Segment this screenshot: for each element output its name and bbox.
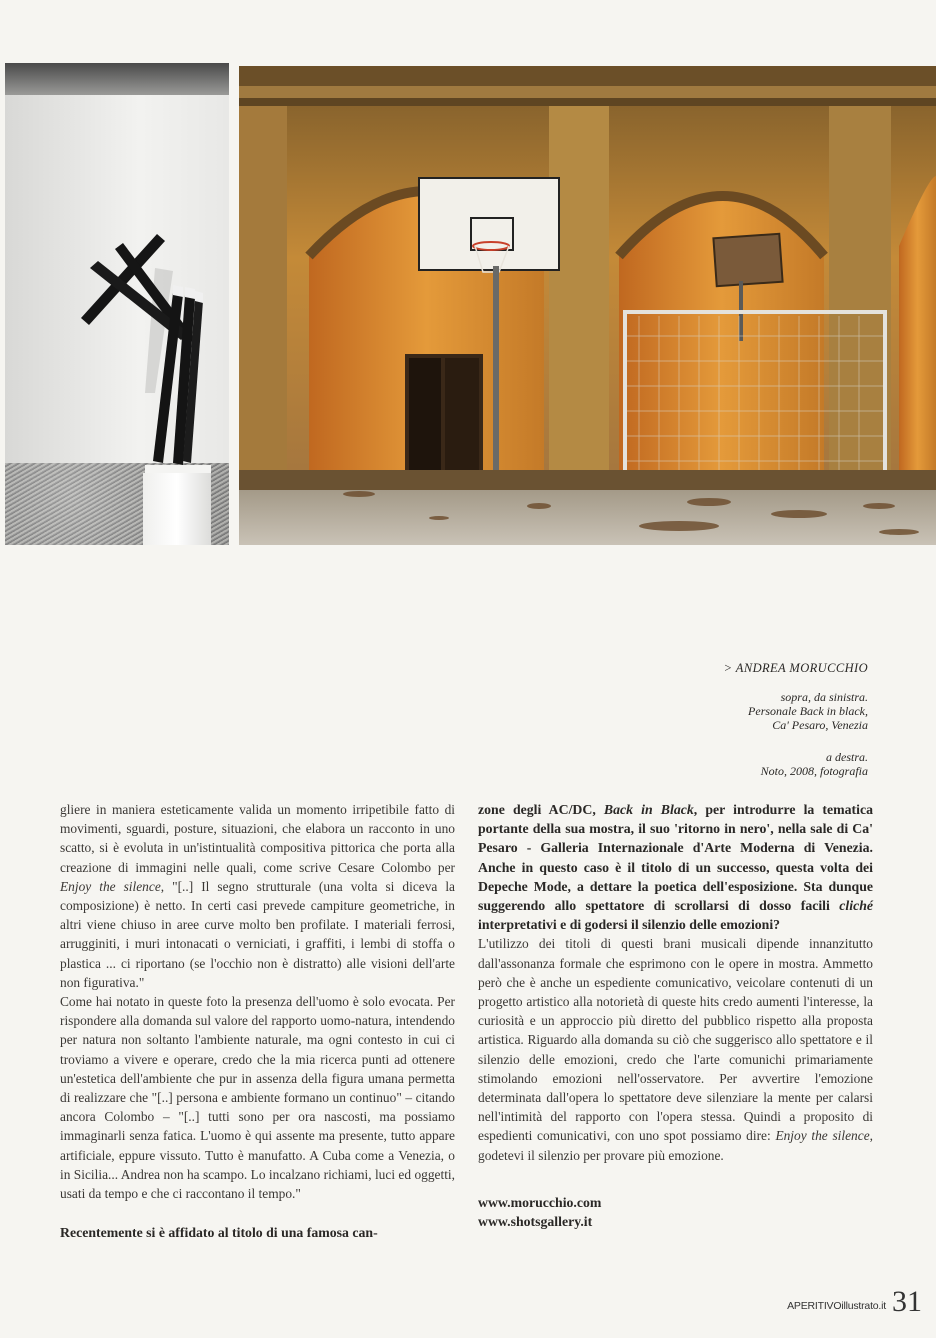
magazine-name: APERITIVOillustrato.it <box>787 1300 886 1312</box>
caption-line: a destra. <box>826 750 868 764</box>
text-run-italic: Back in Black <box>603 802 694 817</box>
text-run: zone degli AC/DC, <box>478 802 604 817</box>
paragraph <box>60 800 455 992</box>
paragraph-bold: Recentemente si è affidato al titolo di una famosa can- <box>60 1225 378 1241</box>
caption-left <box>748 690 868 732</box>
caption-right <box>761 750 868 778</box>
text-run-italic: cliché <box>839 898 873 914</box>
paragraph-bold <box>478 800 873 934</box>
paragraph <box>478 934 873 1164</box>
text-run-italic: Enjoy the silence <box>775 1128 870 1144</box>
article-column-right <box>478 800 873 1231</box>
text-run: gliere in maniera esteticamente valida un momento irripetibile fatto di movimenti, sguardi, posture, situazioni, che elabora un racconto in uno scatto, si è evoluta in un'istintualità compositiva pittorica che porta alla creazione di immagini nelle quali, come scrive Cesare Colombo per <box>60 802 455 875</box>
page-number: 31 <box>892 1285 922 1318</box>
text-run: , per introdurre la tematica portante della sua mostra, il suo 'ritorno in nero', nella sale di Ca' Pesaro - Galleria Internazionale d'Arte Moderna di Venezia. Anche in questo caso è il titolo di un successo, questa volta dei Depeche Mode, a dettare la poetica dell'esposizione. Sta dunque suggerendo allo spettatore di scrollarsi di dosso facili <box>478 802 873 914</box>
link-shotsgallery[interactable]: www.shotsgallery.it <box>478 1213 593 1229</box>
caption-line: sopra, da sinistra. <box>780 690 868 704</box>
caption-line: Noto, 2008, fotografia <box>760 764 868 778</box>
photo-basketball-court <box>239 66 936 545</box>
photo-sculpture-gallery <box>5 63 229 545</box>
caption-line: Personale Back in black, <box>748 704 868 718</box>
paragraph: Come hai notato in queste foto la presenza dell'uomo è solo evocata. Per rispondere alla domanda sul valore del rapporto uomo-natura, intendendo per natura non soltanto l'ambiente naturale, ma ogni contesto in cui ci troviamo a vivere e operare, credo che la mia ricerca punti ad ottenere un'estetica dell'ambiente che pur in assenza della figura umana permetta di realizzare che "[..] persona e ambiente formano un continuo" – citando ancora Colombo – "[..] tutti sono per ora nascosti, ma possiamo immaginarli senza fatica. L'uomo è qui assente ma presente, tutto appare artificiale, eppure vissuto. Tutto è manufatto. A Cuba come a Venezia, o in Sicilia... Andrea non ha scampo. Lo incalzano richiami, luci ed oggetti, usati da tempo e che ci raccontano il tempo." <box>60 994 455 1202</box>
text-run: L'utilizzo dei titoli di questi brani musicali dipende innanzitutto dall'assonanza formale che esprimono con le opere in mostra. Ammetto però che è anche un espediente comunicativo, veicolare contenuti di un progetto artistico alla notorietà di queste hits credo aumenti l'interesse, la curiosità e un approccio più diretto del pubblico rispetto alla proposta artistica. Riguardo alla domanda su ciò che suggerisco allo spettatore e il silenzio delle emozioni, credo che l'arte comunichi primariamente stimolando emozioni nell'osservatore. Per avvertire l'emozione determinata dall'opera lo spettatore deve silenziare la mente per calarsi nell'intimità del rapporto con l'opera stessa. Quindi a proposito di espedienti comunicativi, con uno spot possiamo dire: <box>478 936 873 1144</box>
caption-line: Ca' Pesaro, Venezia <box>772 718 868 732</box>
text-run: , godetevi il silenzio per provare più emozione. <box>478 1128 873 1163</box>
sculpture-shape <box>5 63 229 545</box>
text-run: interpretativi e di godersi il silenzio delle emozioni? <box>478 917 781 933</box>
link-morucchio[interactable]: www.morucchio.com <box>478 1194 602 1210</box>
text-run-italic: Enjoy the silence <box>60 878 161 894</box>
article-column-left <box>60 800 455 1242</box>
court-illustration <box>239 66 936 545</box>
text-run: , "[..] Il segno strutturale (una volta si diceva la composizione) è netto. In certi casi prevede campiture geometriche, in altri viene chiuso in aree curve molto ben profilate. I materiali ferrosi, arrugginiti, i muri intonacati o verniciati, i graffiti, i lembi di stoffa o plastica ... ci riportano (se l'occhio non è distratto) alle visioni dell'arte non figurativa." <box>60 878 456 990</box>
photo-credit: > ANDREA MORUCCHIO <box>723 661 868 675</box>
website-links <box>478 1193 873 1231</box>
